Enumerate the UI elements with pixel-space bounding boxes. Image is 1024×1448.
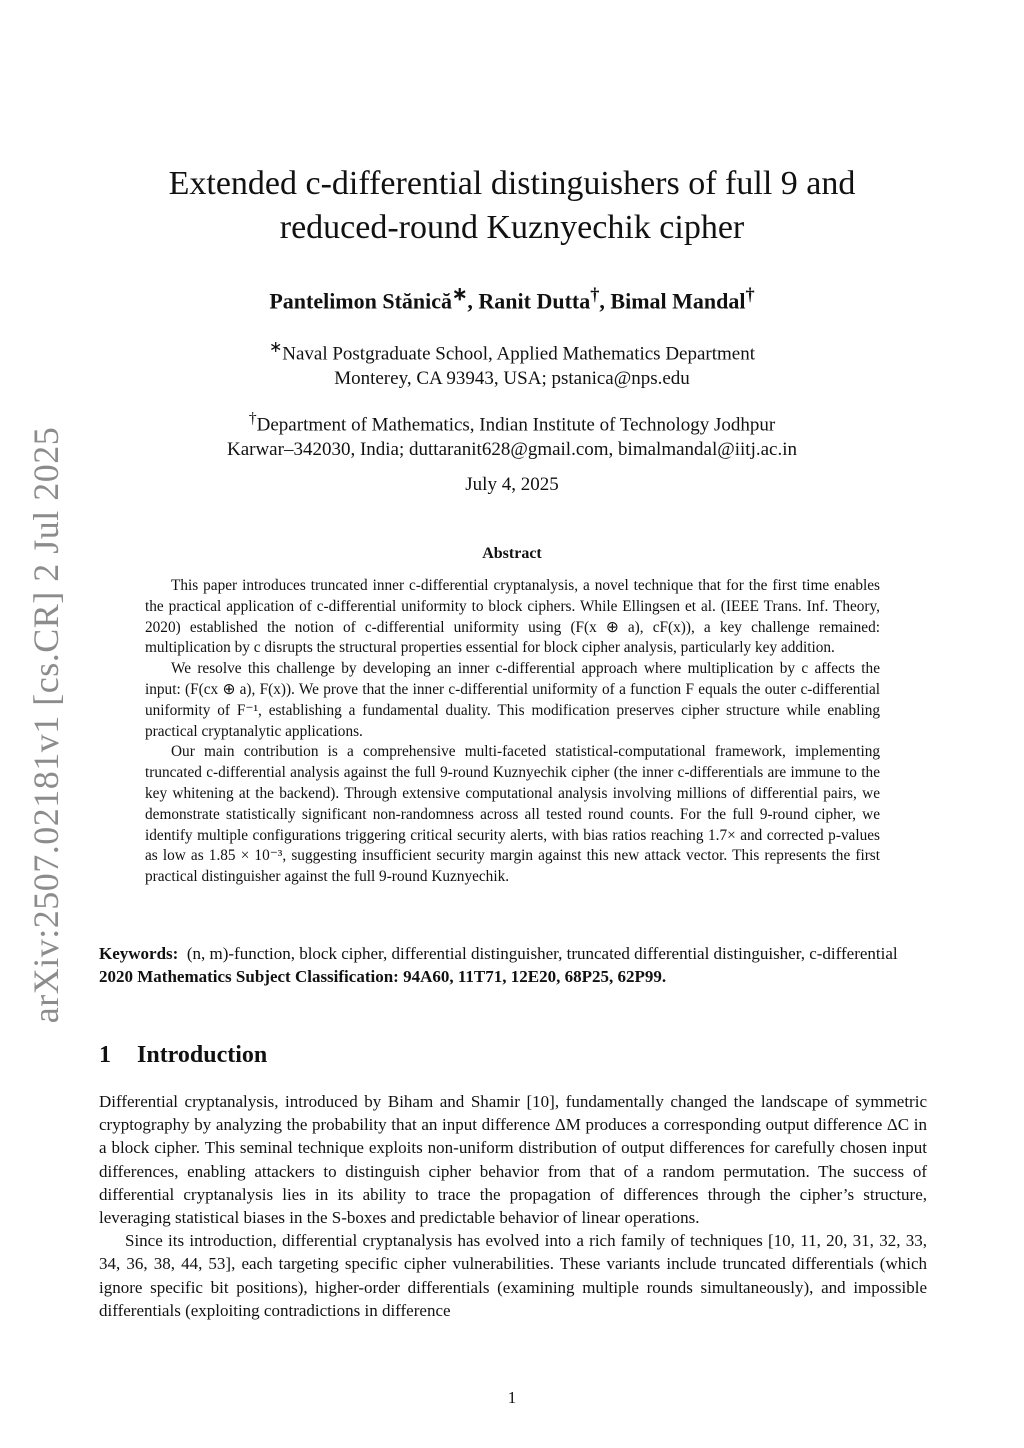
intro-paragraph-2: Since its introduction, differential cryptanalysis has evolved into a rich family of techniques [10, 11, 20, 31, 32, 33, 34, 36, 38, 44, 53], each targeting specific cipher vulnerabilities. These variants include truncated differentials (which ignore specific bit positions), higher-order differentials (examining multiple rounds simultaneously), and impossible differentials (exploiting contradictions in difference — [99, 1231, 927, 1320]
abstract-paragraph-2: We resolve this challenge by developing an inner c-differential approach where multiplication by c affects the input: (F(cx ⊕ a), F(x)). We prove that the inner c-differential uniformity of a function F equals the outer c-differential uniformity of F⁻¹, establishing a fundamental duality. This modification preserves cipher structure while enabling practical cryptanalytic applications. — [145, 660, 880, 740]
author-1: Pantelimon Stănică — [269, 288, 453, 314]
msc-label: 2020 Mathematics Subject Classification: — [99, 967, 399, 986]
author-list — [60, 284, 964, 314]
keywords-block — [99, 942, 927, 988]
author-2: Ranit Dutta — [478, 288, 591, 314]
arxiv-id-text: arXiv:2507.02181v1 [cs.CR] 2 Jul 2025 — [26, 426, 66, 1024]
affiliation-2-line-1: Department of Mathematics, Indian Institute of Technology Jodhpur — [256, 414, 776, 436]
author-3: Bimal Mandal — [610, 288, 746, 314]
author-2-mark: † — [590, 284, 600, 304]
affiliation-1-mark: ∗ — [268, 339, 283, 356]
affiliation-2-mark: † — [248, 410, 257, 427]
title-line-1: Extended c-differential distinguishers of full 9 and — [168, 165, 856, 202]
paper-title — [60, 162, 964, 250]
msc-codes: 94A60, 11T71, 12E20, 68P25, 62P99. — [403, 967, 667, 986]
intro-paragraph-1: Differential cryptanalysis, introduced by Biham and Shamir [10], fundamentally changed the landscape of symmetric cryptography by analyzing the probability that an input difference ΔM produces a corresponding output difference ΔC in a block cipher. This seminal technique exploits non-uniform distribution of output differences for carefully chosen input differences, enabling attackers to distinguish cipher behavior from that of a random permutation. The success of differential cryptanalysis lies in its ability to trace the propagation of differences through the cipher’s structure, leveraging statistical biases in the S-boxes and predictable behavior of linear operations. — [99, 1092, 927, 1228]
abstract-heading: Abstract — [482, 545, 542, 562]
section-heading-introduction — [99, 1042, 267, 1069]
abstract-paragraph-3: Our main contribution is a comprehensive multi-faceted statistical-computational framework, implementing truncated c-differential analysis against the full 9-round Kuznyechik cipher (the inner c-differentials are immune to the key whitening at the backend). Through extensive computational analysis involving millions of differential pairs, we demonstrate statistically significant non-randomness across all tested round counts. For the full 9-round cipher, we identify multiple configurations triggering critical security alerts, with bias ratios reaching 1.7× and corrected p-values as low as 1.85 × 10⁻³, suggesting insufficient security margin against this new attack vector. This represents the first practical distinguisher against the full 9-round Kuznyechik. — [145, 743, 880, 886]
abstract-body — [145, 576, 880, 888]
paper-date: July 4, 2025 — [465, 474, 559, 495]
introduction-body — [99, 1090, 927, 1322]
affiliation-1-line-2: Monterey, CA 93943, USA; pstanica@nps.edu — [334, 368, 690, 390]
affiliation-1 — [60, 335, 964, 391]
abstract-paragraph-1: This paper introduces truncated inner c-differential cryptanalysis, a novel technique that for the first time enables the practical application of c-differential uniformity to block ciphers. While Ellingsen et al. (IEEE Trans. Inf. Theory, 2020) established the notion of c-differential uniformity using (F(x ⊕ a), cF(x)), a key challenge remained: multiplication by c disrupts the structural properties essential for block cipher analysis, particularly key addition. — [145, 577, 880, 657]
author-separator: , — [599, 288, 611, 314]
section-title: Introduction — [137, 1042, 268, 1068]
author-separator: , — [467, 288, 479, 314]
keywords-text: (n, m)-function, block cipher, differential distinguisher, truncated differential distinguisher, c-differential — [186, 944, 898, 963]
title-line-2: reduced-round Kuznyechik cipher — [279, 209, 745, 246]
page-number: 1 — [507, 1388, 517, 1407]
affiliation-2 — [60, 406, 964, 462]
affiliation-1-line-1: Naval Postgraduate School, Applied Mathematics Department — [282, 343, 756, 365]
author-3-mark: † — [745, 284, 755, 304]
section-number: 1 — [99, 1042, 111, 1068]
affiliation-2-line-2: Karwar–342030, India; duttaranit628@gmail.com, bimalmandal@iitj.ac.in — [226, 439, 798, 461]
author-1-mark: ∗ — [452, 284, 468, 304]
keywords-label: Keywords: — [99, 944, 179, 963]
